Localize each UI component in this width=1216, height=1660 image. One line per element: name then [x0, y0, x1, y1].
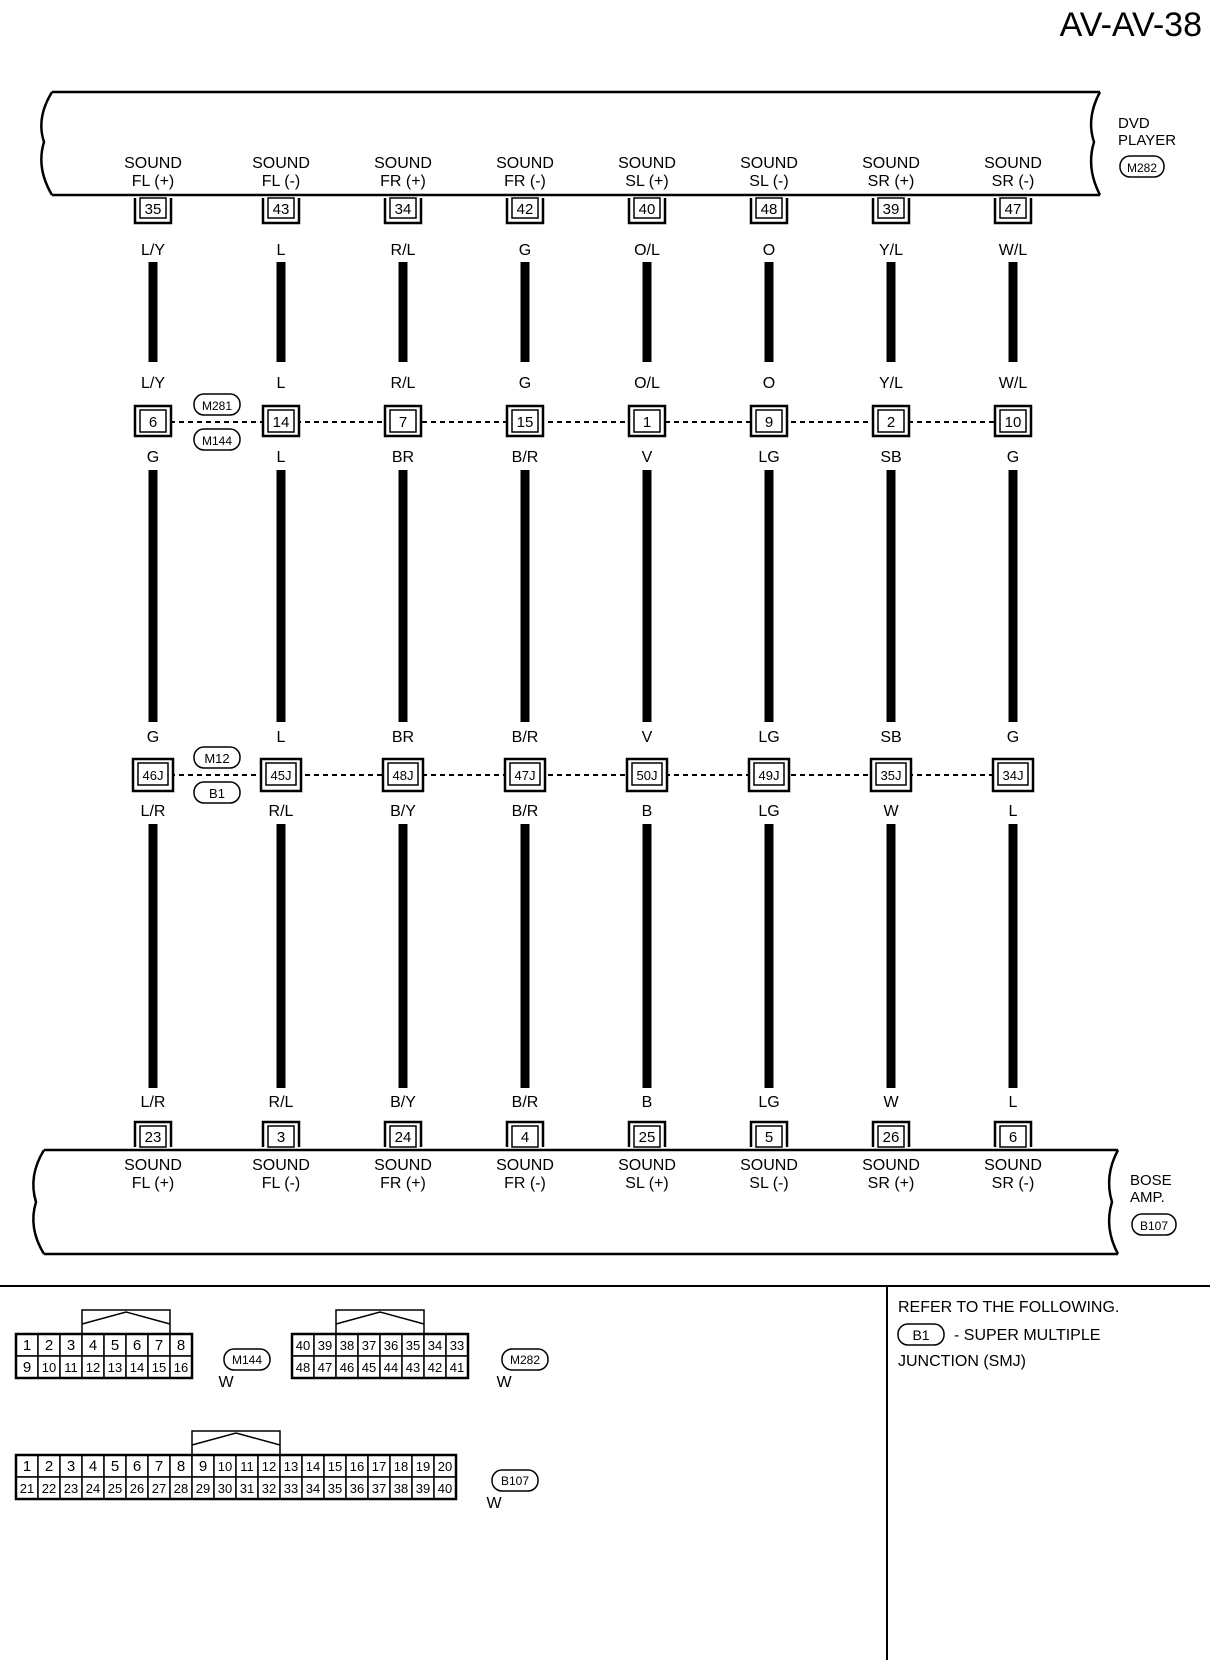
connector-pin-number: 8 — [176, 1458, 186, 1475]
wire-color-bottom: B/Y — [390, 1094, 416, 1111]
bottom-function-label-line2: FR (+) — [380, 1175, 426, 1192]
j1-pin-number: 2 — [886, 414, 896, 431]
dvd-player-label-line1: DVD — [1118, 115, 1150, 132]
connector-pin-number: 23 — [63, 1481, 79, 1496]
bottom-function-label-line1: SOUND — [862, 1157, 920, 1174]
wire-color-j1-top: R/L — [390, 375, 416, 392]
wire-color-j1-top: G — [518, 375, 532, 392]
circuit-columns — [124, 155, 1042, 1192]
wire-color-j1-bottom: V — [641, 449, 653, 466]
connector-pin-number: 40 — [295, 1338, 311, 1353]
wire-color-top: W/L — [998, 242, 1028, 259]
wire-color-bottom: LG — [758, 1094, 780, 1111]
connector-pin-number: 7 — [154, 1458, 164, 1475]
top-function-label-line1: SOUND — [862, 155, 920, 172]
bose-amp-connector-id: B107 — [1139, 1219, 1169, 1233]
connector-pin-number: 44 — [383, 1360, 399, 1375]
connector-pin-number: 21 — [19, 1481, 35, 1496]
connector-pin-number: 29 — [195, 1481, 211, 1496]
top-pin-number: 48 — [760, 201, 778, 218]
wire-color-j1-bottom: BR — [391, 449, 415, 466]
connector-pin-number: 30 — [217, 1481, 233, 1496]
bose-amp-label-line2: AMP. — [1130, 1189, 1165, 1206]
top-function-label-line1: SOUND — [252, 155, 310, 172]
j1-pin-number: 14 — [272, 414, 290, 431]
wire-color-j2-bottom: L — [1008, 803, 1018, 820]
connector-pin-number: 35 — [327, 1481, 343, 1496]
wire-color-top: L — [276, 242, 286, 259]
wire-color-j1-top: L/Y — [140, 375, 166, 392]
reference-note-text-line1: - SUPER MULTIPLE — [954, 1327, 1101, 1344]
wire-color-j2-bottom: L/R — [140, 803, 166, 820]
wire-color-bottom: B — [641, 1094, 653, 1111]
connector-pin-number: 16 — [173, 1360, 189, 1375]
j2-pin-number: 48J — [392, 768, 414, 783]
connector-pin-number: 3 — [66, 1337, 76, 1354]
top-pin-number: 47 — [1004, 201, 1022, 218]
connector-pin-number: 38 — [339, 1338, 355, 1353]
connector-lock-tab — [82, 1310, 170, 1334]
connector-color: W — [496, 1374, 512, 1391]
j2-pin-number: 34J — [1002, 768, 1024, 783]
connector-views — [16, 1310, 548, 1512]
connector-pin-number: 2 — [44, 1458, 54, 1475]
connector-pin-number: 36 — [349, 1481, 365, 1496]
bottom-pin-number: 5 — [764, 1129, 774, 1146]
connector-pin-number: 14 — [129, 1360, 145, 1375]
bottom-pin-number: 24 — [394, 1129, 412, 1146]
connector-pin-number: 11 — [64, 1360, 78, 1375]
bottom-function-label-line2: FL (-) — [261, 1175, 301, 1192]
dvd-player-connector-id: M282 — [1126, 161, 1158, 175]
connector-pin-number: 1 — [22, 1458, 32, 1475]
connector-pin-number: 22 — [41, 1481, 57, 1496]
wire-color-j1-bottom: SB — [880, 449, 902, 466]
connector-pin-number: 39 — [415, 1481, 431, 1496]
j2-pin-number: 50J — [636, 768, 658, 783]
bottom-function-label-line2: FR (-) — [504, 1175, 546, 1192]
connector-pin-number: 28 — [173, 1481, 189, 1496]
connector-pin-number: 13 — [107, 1360, 123, 1375]
top-function-label-line2: FR (-) — [504, 173, 546, 190]
connector-pin-number: 9 — [22, 1359, 32, 1376]
circuit-column — [252, 155, 310, 1192]
connector-pin-number: 33 — [449, 1338, 465, 1353]
connector-pin-number: 15 — [151, 1360, 167, 1375]
junction2-connector-top: M12 — [204, 751, 230, 766]
junction2-connector-bottom: B1 — [209, 786, 225, 801]
connector-view-b107 — [16, 1431, 538, 1512]
wire-color-top: G — [518, 242, 532, 259]
connector-pin-number: 5 — [110, 1337, 120, 1354]
bottom-pin-number: 4 — [520, 1129, 530, 1146]
circuit-column — [740, 155, 798, 1192]
circuit-column — [862, 155, 920, 1192]
wire-color-j2-top: LG — [758, 729, 780, 746]
wire-color-j1-bottom: G — [1006, 449, 1020, 466]
connector-pin-number: 7 — [154, 1337, 164, 1354]
reference-note-heading: REFER TO THE FOLLOWING. — [898, 1299, 1120, 1316]
wire-color-bottom: B/R — [511, 1094, 539, 1111]
junction1-connector-top: M281 — [201, 399, 233, 413]
wire-color-j2-top: L — [276, 729, 286, 746]
top-function-label-line2: SL (-) — [749, 173, 789, 190]
connector-pin-number: 33 — [283, 1481, 299, 1496]
bose-amp-label-line1: BOSE — [1130, 1172, 1172, 1189]
junction1-connector-bottom: M144 — [201, 434, 233, 448]
connector-pin-number: 25 — [107, 1481, 123, 1496]
circuit-column — [496, 155, 554, 1192]
top-function-label-line2: FL (-) — [261, 173, 301, 190]
connector-pin-number: 5 — [110, 1458, 120, 1475]
bottom-function-label-line2: SR (+) — [867, 1175, 915, 1192]
connector-pin-number: 3 — [66, 1458, 76, 1475]
circuit-column — [124, 155, 182, 1192]
wire-color-j1-top: W/L — [998, 375, 1028, 392]
connector-pin-number: 9 — [198, 1458, 208, 1475]
connector-pin-number: 20 — [437, 1459, 453, 1474]
wire-color-top: R/L — [390, 242, 416, 259]
wire-color-bottom: L — [1008, 1094, 1018, 1111]
top-function-label-line2: SR (-) — [991, 173, 1035, 190]
connector-view-m144 — [16, 1310, 270, 1391]
j2-pin-number: 46J — [142, 768, 164, 783]
wire-color-bottom: R/L — [268, 1094, 294, 1111]
wire-color-j1-top: O/L — [634, 375, 660, 392]
top-function-label-line2: FR (+) — [380, 173, 426, 190]
top-function-label-line2: SR (+) — [867, 173, 915, 190]
connector-pin-number: 6 — [132, 1337, 142, 1354]
j1-pin-number: 15 — [516, 414, 534, 431]
connector-name: M282 — [509, 1353, 541, 1367]
top-function-label-line2: FL (+) — [131, 173, 175, 190]
j2-pin-number: 45J — [270, 768, 292, 783]
page-title: AV-AV-38 — [1059, 6, 1202, 44]
connector-pin-number: 12 — [261, 1459, 277, 1474]
top-pin-number: 35 — [144, 201, 162, 218]
connector-pin-number: 45 — [361, 1360, 377, 1375]
connector-pin-number: 42 — [427, 1360, 443, 1375]
bottom-function-label-line2: SR (-) — [991, 1175, 1035, 1192]
bottom-function-label-line2: SL (-) — [749, 1175, 789, 1192]
wire-color-bottom: L/R — [140, 1094, 166, 1111]
wire-color-j2-top: BR — [391, 729, 415, 746]
bottom-function-label-line1: SOUND — [984, 1157, 1042, 1174]
wire-color-top: Y/L — [878, 242, 904, 259]
connector-pin-number: 40 — [437, 1481, 453, 1496]
bottom-pin-number: 25 — [638, 1129, 656, 1146]
j1-pin-number: 1 — [642, 414, 652, 431]
connector-pin-number: 19 — [415, 1459, 431, 1474]
dvd-player-connector-tag — [1120, 156, 1164, 177]
dvd-player-unit — [41, 92, 1100, 195]
j1-pin-number: 6 — [148, 414, 158, 431]
j2-pin-number: 35J — [880, 768, 902, 783]
wire-color-bottom: W — [883, 1094, 899, 1111]
bottom-function-label-line2: SL (+) — [625, 1175, 669, 1192]
connector-pin-number: 10 — [217, 1459, 233, 1474]
wire-color-j1-bottom: B/R — [511, 449, 539, 466]
connector-pin-number: 1 — [22, 1337, 32, 1354]
j1-pin-number: 10 — [1004, 414, 1022, 431]
bose-amp-connector-tag — [1132, 1214, 1176, 1235]
connector-pin-number: 41 — [449, 1360, 465, 1375]
wire-color-j1-bottom: LG — [758, 449, 780, 466]
connector-pin-number: 32 — [261, 1481, 277, 1496]
bottom-function-label-line2: FL (+) — [131, 1175, 175, 1192]
connector-pin-number: 13 — [283, 1459, 299, 1474]
wire-color-j2-top: G — [146, 729, 160, 746]
connector-pin-number: 16 — [349, 1459, 365, 1474]
top-function-label-line2: SL (+) — [625, 173, 669, 190]
connector-pin-number: 35 — [405, 1338, 421, 1353]
top-pin-number: 42 — [516, 201, 534, 218]
wire-color-j2-top: SB — [880, 729, 902, 746]
bose-amp-unit — [33, 1150, 1118, 1254]
top-pin-number: 40 — [638, 201, 656, 218]
connector-color: W — [218, 1374, 234, 1391]
wire-color-j1-bottom: G — [146, 449, 160, 466]
top-pin-number: 39 — [882, 201, 900, 218]
bottom-pin-number: 26 — [882, 1129, 900, 1146]
reference-note — [898, 1299, 1119, 1370]
connector-pin-number: 34 — [427, 1338, 443, 1353]
j1-pin-number: 9 — [764, 414, 774, 431]
bottom-pin-number: 6 — [1008, 1129, 1018, 1146]
top-pin-number: 43 — [272, 201, 290, 218]
bottom-function-label-line1: SOUND — [618, 1157, 676, 1174]
top-function-label-line1: SOUND — [374, 155, 432, 172]
connector-pin-number: 17 — [371, 1459, 387, 1474]
wire-color-j1-top: Y/L — [878, 375, 904, 392]
wire-color-top: L/Y — [140, 242, 166, 259]
circuit-column — [374, 155, 432, 1192]
connector-pin-number: 27 — [151, 1481, 167, 1496]
connector-pin-number: 8 — [176, 1337, 186, 1354]
j1-pin-number: 7 — [398, 414, 408, 431]
wire-color-j2-bottom: R/L — [268, 803, 294, 820]
circuit-column — [618, 155, 676, 1192]
bottom-pin-number: 3 — [276, 1129, 286, 1146]
j2-pin-number: 47J — [514, 768, 536, 783]
connector-pin-number: 4 — [88, 1337, 98, 1354]
dvd-player-label-line2: PLAYER — [1118, 132, 1177, 149]
connector-pin-number: 10 — [41, 1360, 57, 1375]
wire-color-j2-top: B/R — [511, 729, 539, 746]
connector-pin-number: 36 — [383, 1338, 399, 1353]
connector-pin-number: 11 — [240, 1459, 254, 1474]
bottom-function-label-line1: SOUND — [496, 1157, 554, 1174]
wire-color-j2-top: G — [1006, 729, 1020, 746]
reference-note-text-line2: JUNCTION (SMJ) — [898, 1353, 1026, 1370]
wire-color-j1-top: O — [762, 375, 776, 392]
connector-pin-number: 26 — [129, 1481, 145, 1496]
bottom-pin-number: 23 — [144, 1129, 162, 1146]
top-function-label-line1: SOUND — [124, 155, 182, 172]
bottom-function-label-line1: SOUND — [374, 1157, 432, 1174]
connector-pin-number: 34 — [305, 1481, 321, 1496]
top-pin-number: 34 — [394, 201, 412, 218]
wire-color-j2-top: V — [641, 729, 653, 746]
connector-pin-number: 2 — [44, 1337, 54, 1354]
connector-pin-number: 48 — [295, 1360, 311, 1375]
reference-note-connector: B1 — [912, 1327, 930, 1343]
connector-name: M144 — [231, 1353, 263, 1367]
connector-pin-number: 37 — [361, 1338, 377, 1353]
connector-pin-number: 39 — [317, 1338, 333, 1353]
connector-pin-number: 4 — [88, 1458, 98, 1475]
connector-pin-number: 43 — [405, 1360, 421, 1375]
connector-pin-number: 24 — [85, 1481, 101, 1496]
connector-pin-number: 37 — [371, 1481, 387, 1496]
wire-color-top: O/L — [634, 242, 660, 259]
top-function-label-line1: SOUND — [740, 155, 798, 172]
wire-color-top: O — [762, 242, 776, 259]
wire-color-j1-top: L — [276, 375, 286, 392]
circuit-column — [984, 155, 1042, 1192]
connector-pin-number: 31 — [239, 1481, 255, 1496]
connector-view-m282 — [292, 1310, 548, 1391]
connector-pin-number: 47 — [317, 1360, 333, 1375]
connector-color: W — [486, 1495, 502, 1512]
connector-pin-number: 18 — [393, 1459, 409, 1474]
bottom-function-label-line1: SOUND — [740, 1157, 798, 1174]
top-function-label-line1: SOUND — [496, 155, 554, 172]
wire-color-j2-bottom: W — [883, 803, 899, 820]
connector-pin-number: 12 — [85, 1360, 101, 1375]
connector-pin-number: 38 — [393, 1481, 409, 1496]
connector-lock-tab — [192, 1431, 280, 1455]
top-function-label-line1: SOUND — [618, 155, 676, 172]
wire-color-j1-bottom: L — [276, 449, 286, 466]
connector-name: B107 — [500, 1474, 530, 1488]
j2-pin-number: 49J — [758, 768, 780, 783]
connector-pin-number: 6 — [132, 1458, 142, 1475]
wire-color-j2-bottom: B — [641, 803, 653, 820]
connector-pin-number: 15 — [327, 1459, 343, 1474]
bottom-function-label-line1: SOUND — [252, 1157, 310, 1174]
wire-color-j2-bottom: LG — [758, 803, 780, 820]
wire-color-j2-bottom: B/Y — [390, 803, 416, 820]
top-function-label-line1: SOUND — [984, 155, 1042, 172]
bottom-function-label-line1: SOUND — [124, 1157, 182, 1174]
wire-color-j2-bottom: B/R — [511, 803, 539, 820]
connector-lock-tab — [336, 1310, 424, 1334]
connector-pin-number: 14 — [305, 1459, 321, 1474]
connector-pin-number: 46 — [339, 1360, 355, 1375]
